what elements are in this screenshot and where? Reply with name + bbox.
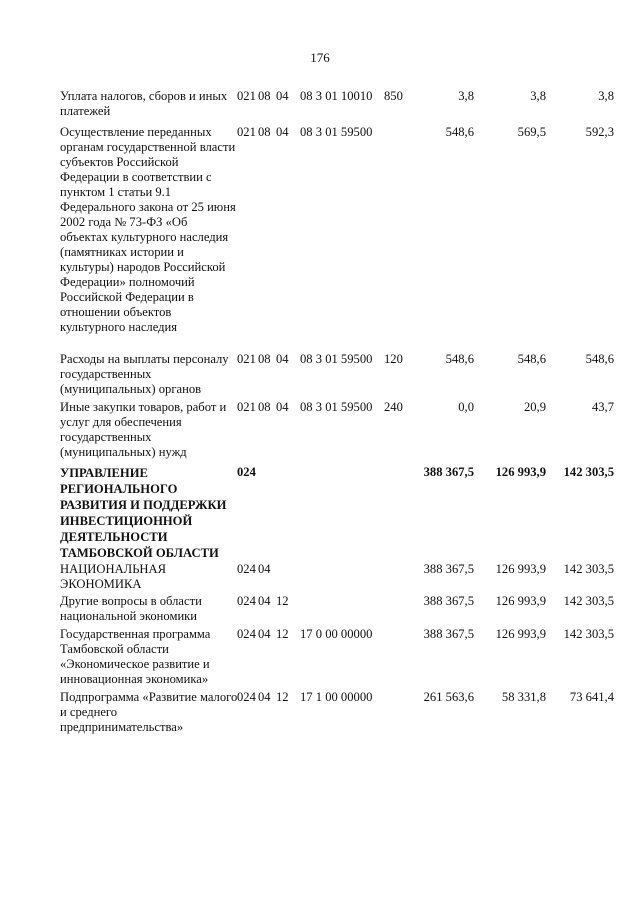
code-subsection: 12	[276, 627, 289, 641]
amount-year2: 126 993,9	[495, 594, 546, 608]
code-target: 08 3 01 59500	[300, 125, 373, 139]
amount-year2: 3,8	[530, 89, 546, 103]
code-gr: 021	[237, 352, 256, 366]
amount-year1: 388 367,5	[423, 627, 474, 641]
code-expense-type: 120	[384, 352, 403, 366]
amount-year2: 569,5	[517, 125, 546, 139]
code-subsection: 12	[276, 690, 289, 704]
row-name: Осуществление переданных органам государственной власти субъектов Российской Федерации в соответствии с пунктом 1 статьи 9.1 Федерального закона от 25 июня 2002 года № 73-ФЗ «Об объектах культурного наследия (памятниках истории и культуры) народов Российской Федерации» полномочий Российской Федерации в отношении объектов культурного наследия	[60, 125, 236, 334]
code-subsection: 12	[276, 594, 289, 608]
amount-year3: 73 641,4	[569, 690, 614, 704]
amount-year3: 548,6	[585, 352, 614, 366]
amount-year3: 43,7	[591, 400, 614, 414]
code-gr: 024	[237, 627, 256, 641]
code-target: 17 1 00 00000	[300, 690, 373, 704]
row-name: НАЦИОНАЛЬНАЯ ЭКОНОМИКА	[60, 562, 167, 591]
code-gr: 024	[237, 562, 256, 576]
code-section: 08	[258, 352, 271, 366]
code-subsection: 04	[276, 125, 289, 139]
amount-year2: 20,9	[523, 400, 546, 414]
code-target: 17 0 00 00000	[300, 627, 373, 641]
amount-year2: 58 331,8	[501, 690, 546, 704]
row-name: УПРАВЛЕНИЕ РЕГИОНАЛЬНОГО РАЗВИТИЯ И ПОДДЕРЖКИ ИНВЕСТИЦИОННОЙ ДЕЯТЕЛЬНОСТИ ТАМБОВСКОЙ ОБЛАСТИ	[60, 466, 227, 560]
row-name: Уплата налогов, сборов и иных платежей	[60, 89, 228, 118]
code-subsection: 04	[276, 400, 289, 414]
amount-year3: 142 303,5	[563, 562, 614, 576]
row-name: Расходы на выплаты персоналу государственных (муниципальных) органов	[60, 352, 229, 396]
amount-year1: 548,6	[445, 352, 474, 366]
code-gr: 024	[237, 594, 256, 608]
code-section: 04	[258, 690, 271, 704]
amount-year2: 126 993,9	[495, 562, 546, 576]
amount-year1: 3,8	[458, 89, 474, 103]
row-name: Подпрограмма «Развитие малого и среднего предпринимательства»	[60, 690, 238, 734]
code-subsection: 04	[276, 352, 289, 366]
amount-year3: 3,8	[598, 89, 614, 103]
amount-year2: 548,6	[517, 352, 546, 366]
code-subsection: 04	[276, 89, 289, 103]
page-number: 176	[310, 50, 330, 65]
amount-year1: 388 367,5	[423, 594, 474, 608]
row-name: Другие вопросы в области национальной экономики	[60, 594, 202, 623]
code-expense-type: 850	[384, 89, 403, 103]
amount-year3: 142 303,5	[563, 627, 614, 641]
amount-year1: 388 367,5	[423, 562, 474, 576]
code-section: 08	[258, 400, 271, 414]
code-expense-type: 240	[384, 400, 403, 414]
code-section: 08	[258, 125, 271, 139]
code-target: 08 3 01 59500	[300, 352, 373, 366]
row-name: Государственная программа Тамбовской области «Экономическое развитие и инновационная экономика»	[60, 627, 211, 686]
code-section: 04	[258, 627, 271, 641]
code-target: 08 3 01 10010	[300, 89, 373, 103]
code-target: 08 3 01 59500	[300, 400, 373, 414]
amount-year1: 548,6	[445, 125, 474, 139]
amount-year1: 388 367,5	[423, 465, 474, 479]
amount-year3: 142 303,5	[563, 594, 614, 608]
amount-year3: 142 303,5	[563, 465, 614, 479]
code-section: 04	[258, 562, 271, 576]
code-section: 04	[258, 594, 271, 608]
code-gr: 024	[237, 690, 256, 704]
amount-year2: 126 993,9	[495, 465, 546, 479]
amount-year2: 126 993,9	[495, 627, 546, 641]
code-gr: 021	[237, 400, 256, 414]
row-name: Иные закупки товаров, работ и услуг для обеспечения государственных (муниципальных) нужд	[60, 400, 227, 459]
code-gr: 021	[237, 89, 256, 103]
amount-year3: 592,3	[585, 125, 614, 139]
amount-year1: 261 563,6	[423, 690, 474, 704]
code-section: 08	[258, 89, 271, 103]
amount-year1: 0,0	[458, 400, 474, 414]
code-gr: 024	[237, 465, 256, 479]
code-gr: 021	[237, 125, 256, 139]
